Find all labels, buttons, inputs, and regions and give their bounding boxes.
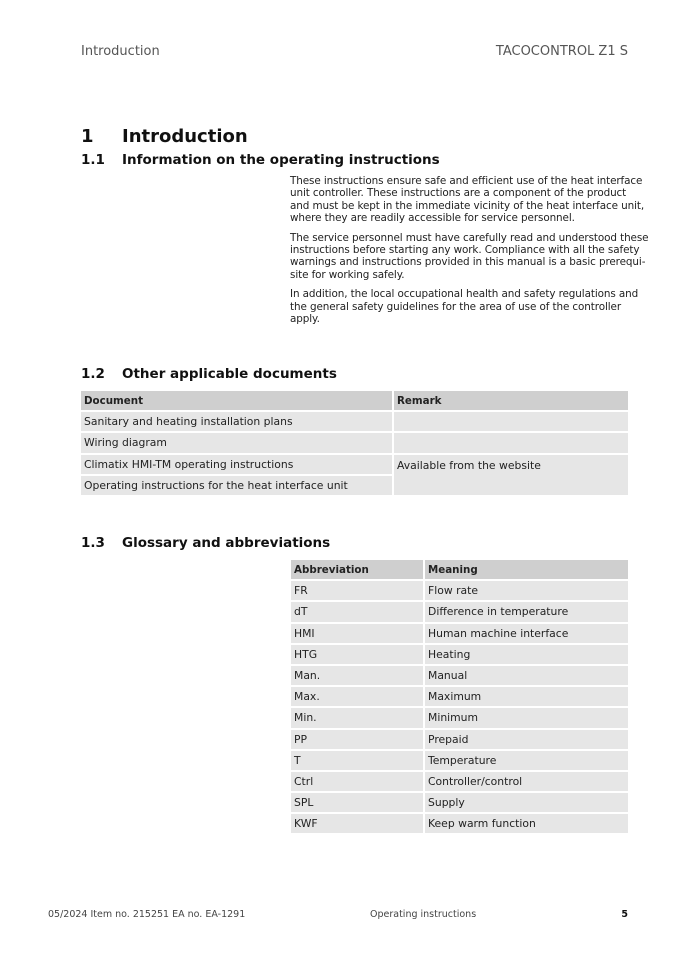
table-row xyxy=(291,814,628,833)
text-line: where they are readily accessible for service personnel. xyxy=(290,212,575,225)
abbreviation-cell: Man. xyxy=(291,666,423,685)
running-header-product: TACOCONTROL Z1 S xyxy=(495,44,628,59)
table-row xyxy=(291,730,628,749)
document-cell: Operating instructions for the heat interface unit xyxy=(81,476,392,495)
meaning-cell: Human machine interface xyxy=(425,624,628,643)
remark-cell-merged: Available from the website xyxy=(394,455,628,495)
meaning-cell: Temperature xyxy=(425,751,628,770)
paragraph xyxy=(290,231,649,282)
chapter-heading xyxy=(81,126,248,147)
section-number: 1.3 xyxy=(81,535,105,551)
documents-table xyxy=(79,389,630,497)
section-1-1-body xyxy=(290,175,649,332)
column-header-remark: Remark xyxy=(394,391,628,410)
section-title: Other applicable documents xyxy=(122,366,337,382)
table-row xyxy=(291,751,628,770)
footer-item-info: 05/2024 Item no. 215251 EA no. EA-1291 xyxy=(48,909,246,920)
abbreviation-cell: KWF xyxy=(291,814,423,833)
document-cell: Wiring diagram xyxy=(81,433,392,452)
section-title: Glossary and abbreviations xyxy=(122,535,331,551)
table-row xyxy=(81,412,628,431)
table-header-row xyxy=(291,560,628,579)
text-line: apply. xyxy=(290,313,320,326)
text-line: unit controller. These instructions are a component of the product xyxy=(290,187,627,200)
meaning-cell: Flow rate xyxy=(425,581,628,600)
text-line: the general safety guidelines for the area of use of the controller xyxy=(290,300,622,313)
table-row xyxy=(291,666,628,685)
paragraph xyxy=(290,288,639,326)
meaning-cell: Maximum xyxy=(425,687,628,706)
section-heading-1-1 xyxy=(81,152,440,168)
column-header-meaning: Meaning xyxy=(425,560,628,579)
meaning-cell: Minimum xyxy=(425,708,628,727)
section-heading-1-2 xyxy=(81,366,337,382)
column-header-abbreviation: Abbreviation xyxy=(291,560,423,579)
footer-document-type: Operating instructions xyxy=(370,909,477,920)
table-row xyxy=(81,433,628,452)
meaning-cell: Difference in temperature xyxy=(425,602,628,621)
glossary-body xyxy=(291,581,628,833)
table-row xyxy=(291,793,628,812)
table-row xyxy=(291,581,628,600)
section-title: Information on the operating instructions xyxy=(122,152,440,168)
meaning-cell: Manual xyxy=(425,666,628,685)
meaning-cell: Controller/control xyxy=(425,772,628,791)
glossary-table xyxy=(289,558,630,835)
abbreviation-cell: Min. xyxy=(291,708,423,727)
table-row xyxy=(81,455,628,474)
table-row xyxy=(291,708,628,727)
column-header-document: Document xyxy=(81,391,392,410)
table-row xyxy=(291,645,628,664)
table-row xyxy=(291,772,628,791)
text-line: The service personnel must have carefully read and understood these xyxy=(290,231,649,244)
abbreviation-cell: SPL xyxy=(291,793,423,812)
text-line: In addition, the local occupational health and safety regulations and xyxy=(290,288,639,301)
meaning-cell: Prepaid xyxy=(425,730,628,749)
meaning-cell: Heating xyxy=(425,645,628,664)
abbreviation-cell: dT xyxy=(291,602,423,621)
text-line: warnings and instructions provided in this manual is a basic prerequi- xyxy=(290,256,646,269)
document-cell: Sanitary and heating installation plans xyxy=(81,412,392,431)
abbreviation-cell: T xyxy=(291,751,423,770)
text-line: site for working safely. xyxy=(290,268,405,281)
text-line: These instructions ensure safe and efficient use of the heat interface xyxy=(290,175,643,187)
page-number: 5 xyxy=(621,909,628,920)
meaning-cell: Supply xyxy=(425,793,628,812)
table-header-row xyxy=(81,391,628,410)
chapter-title: Introduction xyxy=(122,126,248,147)
abbreviation-cell: Max. xyxy=(291,687,423,706)
section-heading-1-3 xyxy=(81,535,330,551)
chapter-number: 1 xyxy=(81,126,94,147)
text-line: instructions before starting any work. Compliance with all the safety xyxy=(290,244,640,257)
abbreviation-cell: FR xyxy=(291,581,423,600)
document-cell: Climatix HMI-TM operating instructions xyxy=(81,455,392,474)
table-row xyxy=(291,602,628,621)
section-number: 1.1 xyxy=(81,152,105,168)
abbreviation-cell: Ctrl xyxy=(291,772,423,791)
remark-cell xyxy=(394,433,628,452)
running-header-section: Introduction xyxy=(81,44,160,59)
section-number: 1.2 xyxy=(81,366,105,382)
remark-cell xyxy=(394,412,628,431)
table-row xyxy=(291,624,628,643)
abbreviation-cell: HMI xyxy=(291,624,423,643)
abbreviation-cell: PP xyxy=(291,730,423,749)
meaning-cell: Keep warm function xyxy=(425,814,628,833)
abbreviation-cell: HTG xyxy=(291,645,423,664)
table-row xyxy=(291,687,628,706)
paragraph xyxy=(290,175,645,225)
text-line: and must be kept in the immediate vicinity of the heat interface unit, xyxy=(290,199,645,212)
